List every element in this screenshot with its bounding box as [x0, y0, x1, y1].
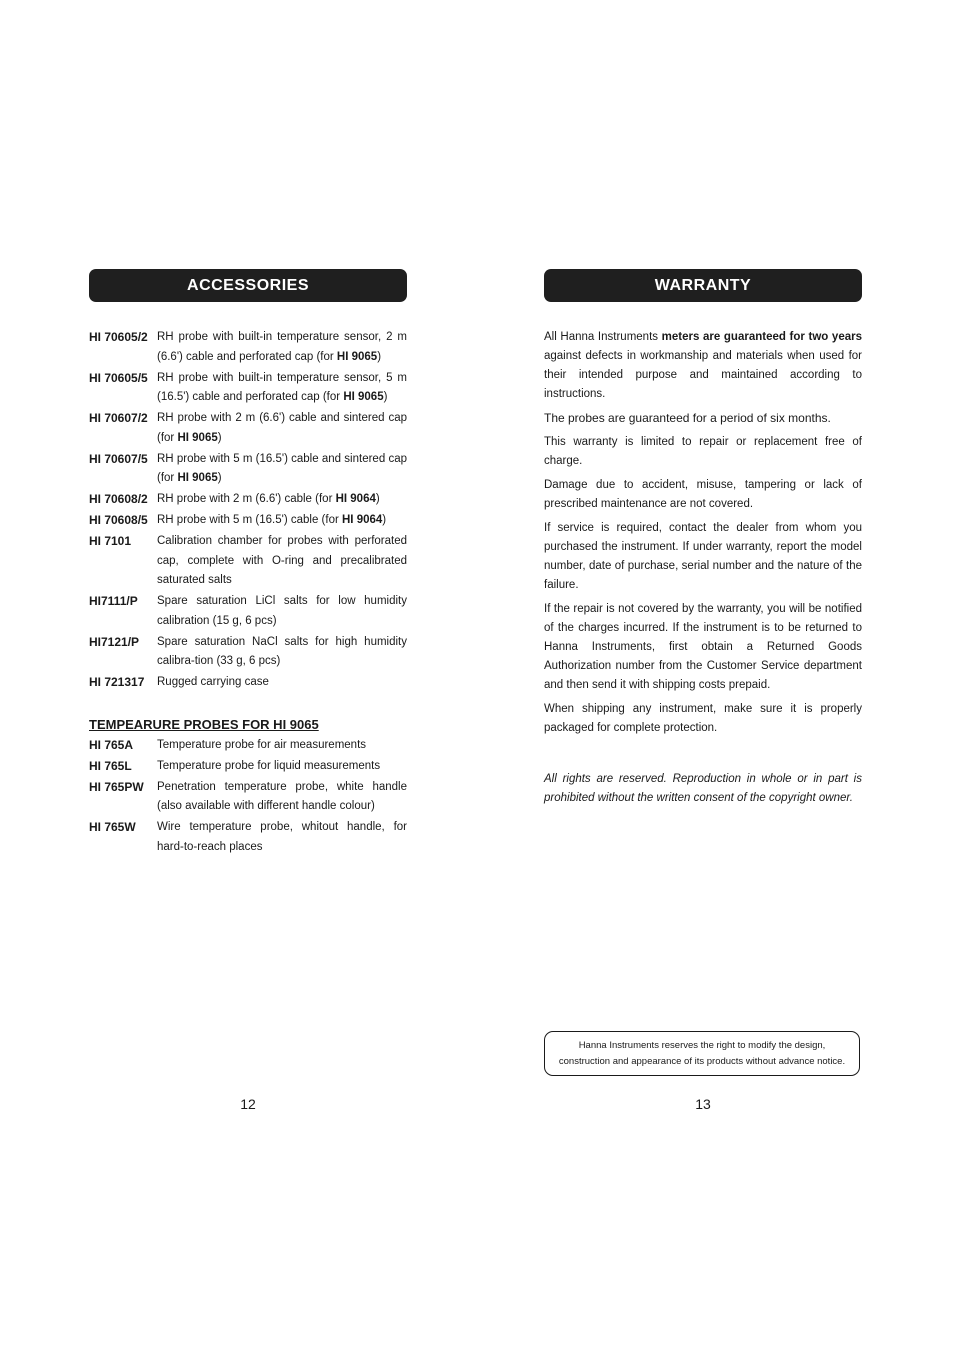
item-description: RH probe with 5 m (16.5') cable and sintered cap (for HI 9065): [157, 452, 407, 484]
modification-notice-box: [544, 1031, 860, 1076]
warranty-paragraph: All Hanna Instruments meters are guaranteed for two years against defects in workmanship and materials when used for their intended purpose and maintained according to instructions.: [544, 331, 862, 400]
item-code: HI 765L: [89, 758, 132, 773]
item-code: HI 70607/5: [89, 451, 148, 466]
warranty-title: WARRANTY: [654, 276, 752, 294]
item-code: HI 70608/5: [89, 513, 148, 527]
list-item: [89, 532, 407, 591]
item-description: RH probe with 2 m (6.6') cable (for HI 9064): [157, 493, 380, 505]
item-description: RH probe with built-in temperature sensor, 5 m (16.5') cable and perforated cap (for HI 9065): [157, 371, 407, 403]
warranty-paragraph: If service is required, contact the dealer from whom you purchased the instrument. If under warranty, report the model number, date of purchase, serial number and the nature of the failure.: [544, 522, 862, 591]
item-description: RH probe with 5 m (16.5') cable (for HI 9064): [157, 514, 387, 526]
item-description: Rugged carrying case: [157, 676, 269, 688]
item-description: Temperature probe for liquid measurements: [157, 759, 381, 772]
item-code: HI 765W: [89, 820, 136, 834]
item-description: RH probe with 2 m (6.6') cable and sintered cap (for HI 9065): [157, 412, 407, 444]
warranty-probes-paragraph: The probes are guaranteed for a period of six months.: [544, 411, 831, 425]
list-item: [89, 409, 407, 448]
left-column: [89, 269, 407, 859]
warranty-paragraph: Damage due to accident, misuse, tampering or lack of prescribed maintenance are not covered.: [544, 479, 862, 510]
accessories-title: ACCESSORIES: [187, 276, 309, 294]
item-code: HI 765PW: [89, 779, 144, 794]
item-code: HI 7101: [89, 534, 132, 548]
list-item: [89, 633, 407, 672]
item-description: Spare saturation NaCl salts for high humidity calibra-tion (33 g, 6 pcs): [157, 635, 407, 667]
list-item: [89, 328, 407, 367]
list-item: [89, 369, 407, 408]
item-description: Temperature probe for air measurements: [157, 738, 367, 751]
list-item: [89, 757, 407, 777]
item-code: HI7111/P: [89, 594, 138, 608]
item-description: RH probe with built-in temperature sensor, 2 m (6.6') cable and perforated cap (for HI 9065): [157, 331, 407, 363]
modification-notice-text: Hanna Instruments reserves the right to modify the design, construction and appearance of its products without advance notice.: [558, 1039, 846, 1067]
warranty-paragraph: If the repair is not covered by the warranty, you will be notified of the charges incurred. If the instrument is to be returned to Hanna Instruments, first obtain a Returned Goods Authorization number from the Customer Service department and then send it with shipping costs prepaid.: [544, 603, 862, 691]
temp-probes-heading: TEMPEARURE PROBES FOR HI 9065: [89, 716, 319, 732]
list-item: [89, 778, 407, 817]
warranty-body: [544, 328, 862, 738]
item-code: HI 765A: [89, 737, 134, 752]
list-item: [89, 490, 407, 510]
item-description: Penetration temperature probe, white handle (also available with different handle colour): [157, 780, 407, 812]
right-column: [544, 269, 862, 743]
rights-reserved-text: All rights are reserved. Reproduction in whole or in part is prohibited without the written consent of the copyright owner.: [544, 773, 862, 804]
item-code: HI 70607/2: [89, 411, 148, 425]
list-item: [89, 818, 407, 857]
item-description: Spare saturation LiCl salts for low humidity calibration (15 g, 6 pcs): [157, 595, 407, 627]
list-item: [89, 736, 407, 756]
list-item: [89, 511, 407, 531]
accessories-banner: [89, 269, 407, 302]
item-code: HI7121/P: [89, 634, 140, 649]
page-number-right: 13: [695, 1096, 711, 1112]
list-item: [89, 592, 407, 631]
item-code: HI 721317: [89, 675, 145, 689]
item-code: HI 70608/2: [89, 492, 148, 506]
temp-probes-list: [89, 736, 407, 858]
warranty-paragraph: This warranty is limited to repair or replacement free of charge.: [544, 436, 862, 467]
item-code: HI 70605/5: [89, 370, 148, 385]
warranty-paragraph: When shipping any instrument, make sure it is properly packaged for complete protection.: [544, 703, 862, 734]
accessories-list: [89, 328, 407, 693]
item-code: HI 70605/2: [89, 330, 148, 344]
list-item: [89, 673, 407, 693]
item-description: Wire temperature probe, whitout handle, for hard-to-reach places: [157, 821, 407, 853]
warranty-banner: [544, 269, 862, 302]
page-number-left: 12: [240, 1096, 256, 1112]
item-description: Calibration chamber for probes with perforated cap, complete with O-ring and precalibrated saturated salts: [157, 535, 407, 586]
list-item: [89, 450, 407, 489]
